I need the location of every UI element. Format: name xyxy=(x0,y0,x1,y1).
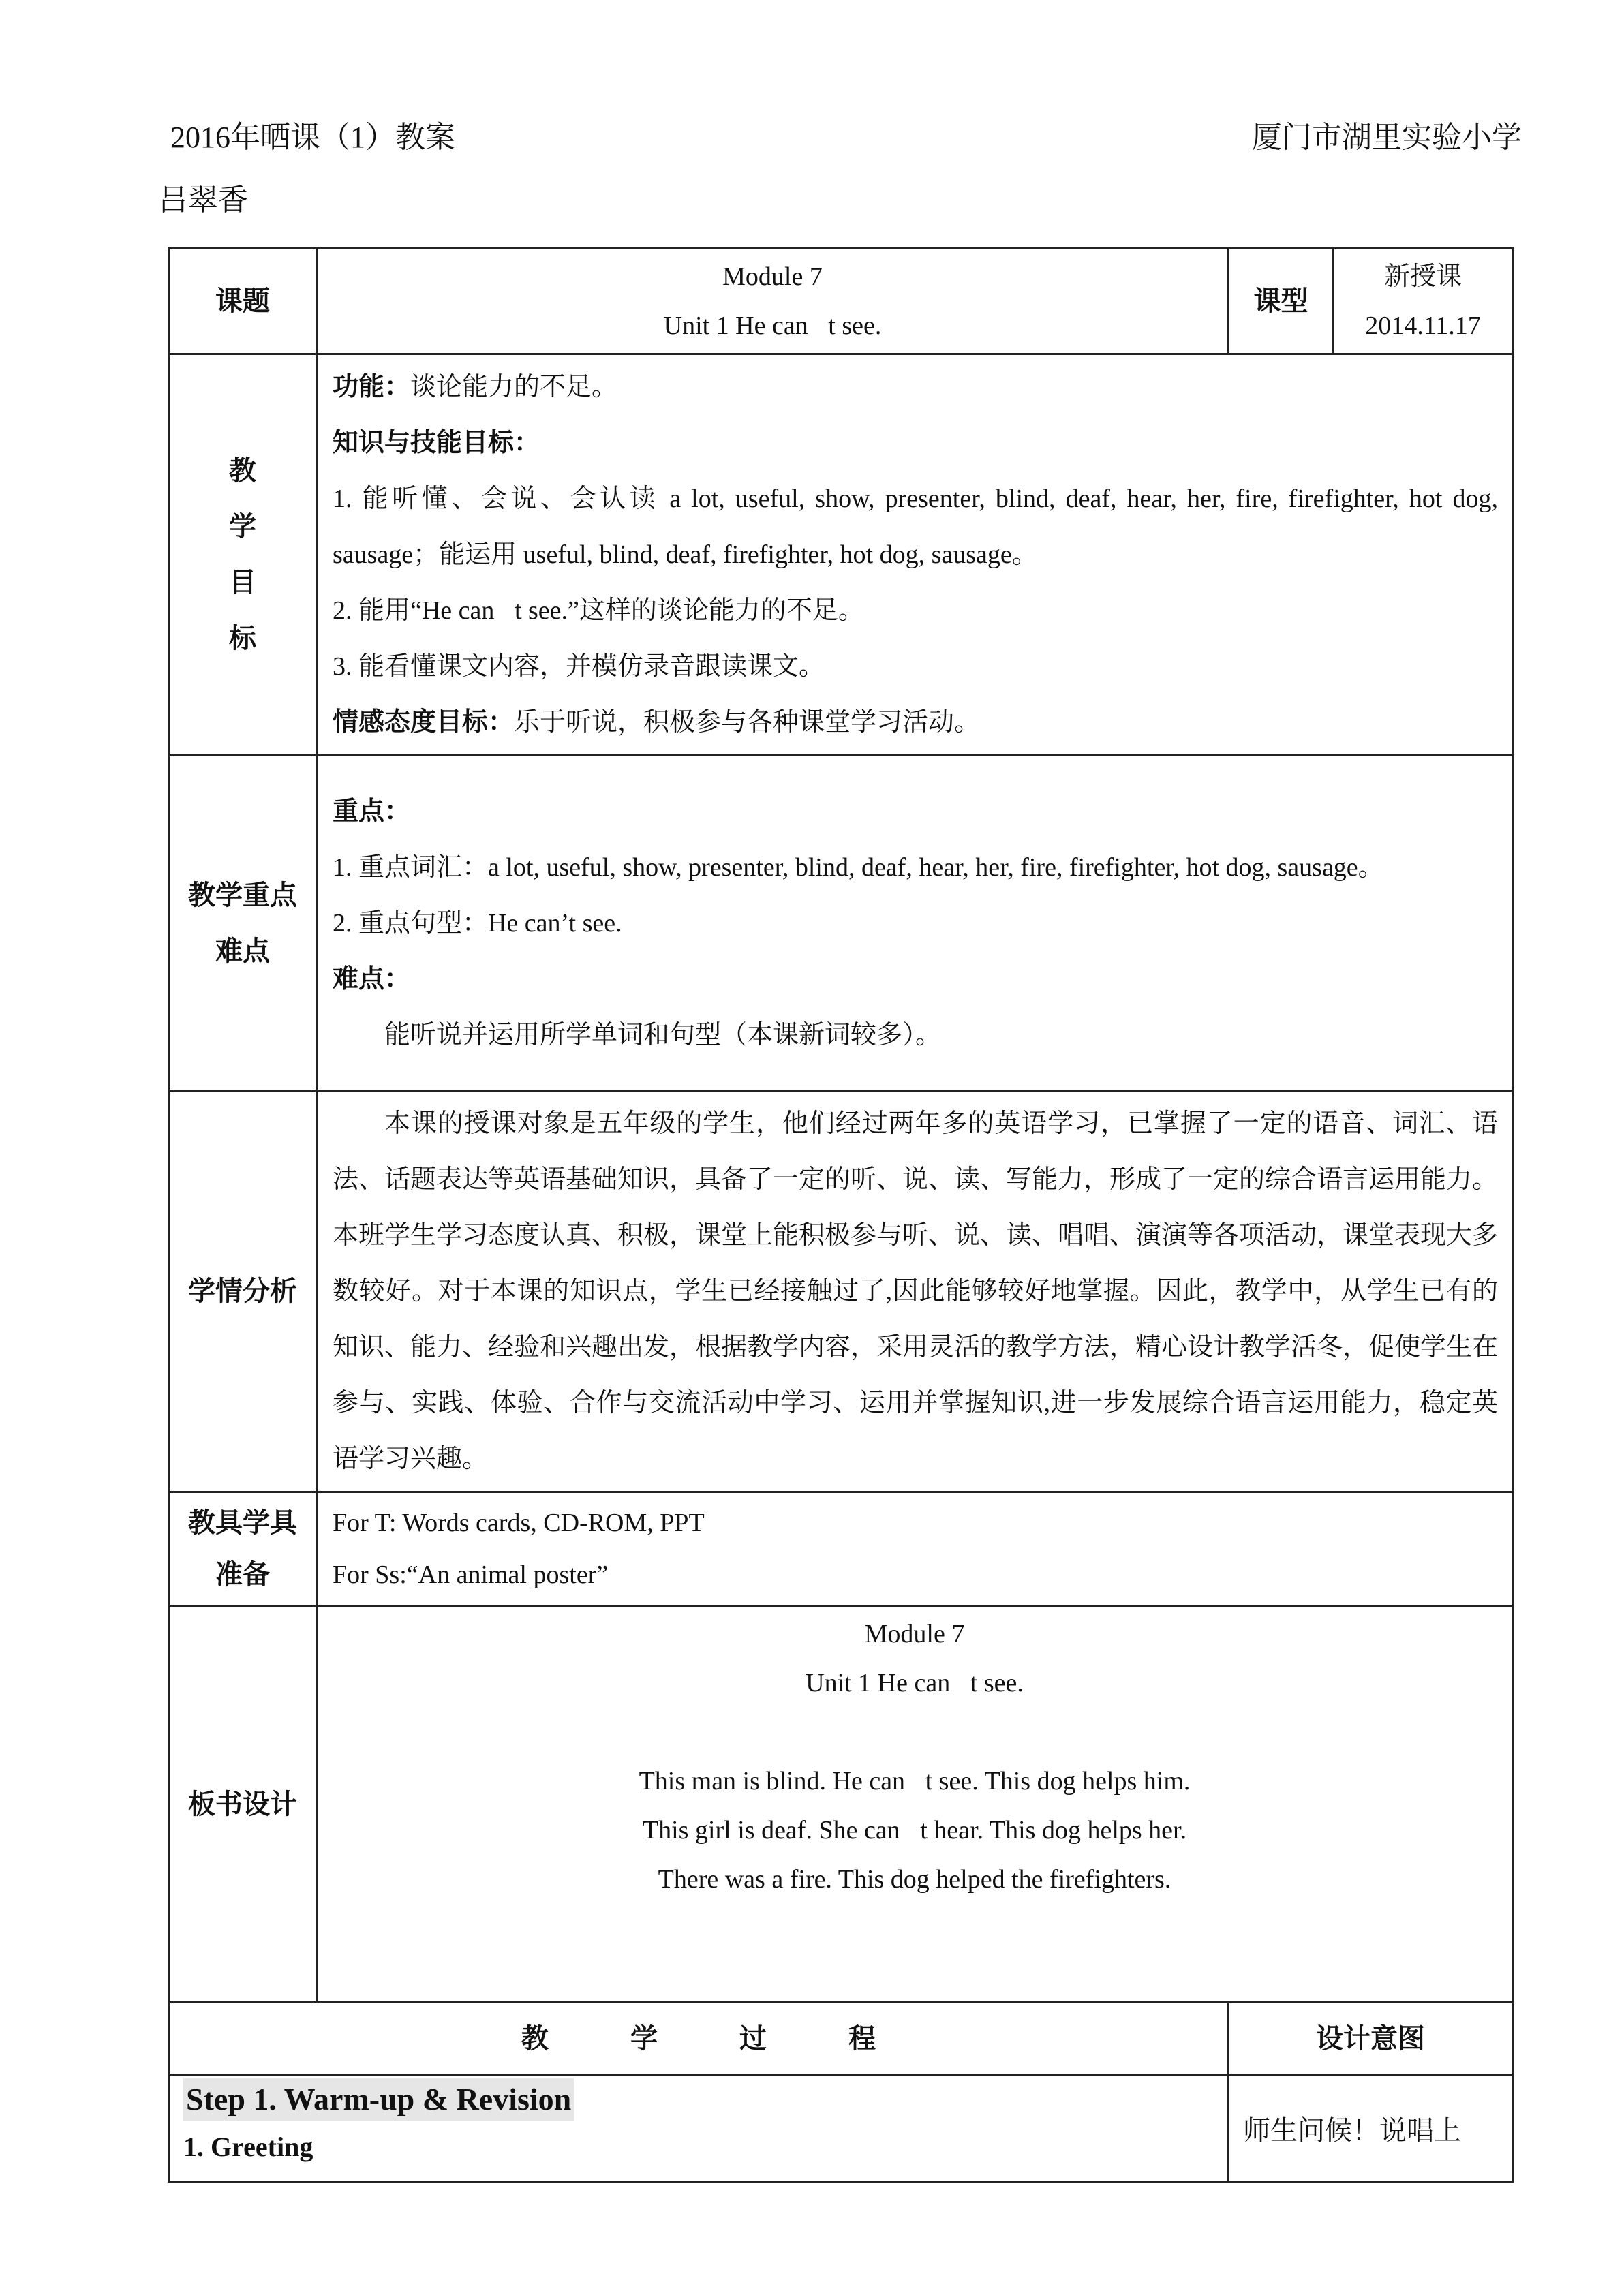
topic-label: 课题 xyxy=(169,248,317,354)
design-intent-label: 设计意图 xyxy=(1229,2003,1513,2075)
lesson-type-cell xyxy=(1334,248,1513,354)
board-content xyxy=(317,1606,1513,2003)
tools-label xyxy=(169,1492,317,1606)
step1-item-1: 1. Greeting xyxy=(183,2131,313,2162)
objective-item-2: 2. 能用“He can t see.”这样的谈论能力的不足。 xyxy=(333,596,864,625)
process-header-row xyxy=(169,2003,1513,2075)
objective-item-3: 3. 能看懂课文内容，并模仿录音跟读课文。 xyxy=(333,652,825,681)
analysis-row xyxy=(169,1091,1513,1492)
emotion-text: 乐于听说，积极参与各种课堂学习活动。 xyxy=(514,708,981,737)
key-points-label xyxy=(169,756,317,1091)
tools-content xyxy=(317,1492,1513,1606)
topic-unit: Unit 1 He can t see. xyxy=(663,311,882,340)
tools-students: For Ss:“An animal poster” xyxy=(333,1560,609,1589)
step1-row xyxy=(169,2075,1513,2182)
key-item-2: 2. 重点句型：He can’t see. xyxy=(333,908,622,938)
board-line-3: There was a fire. This dog helped the firefighters. xyxy=(658,1865,1171,1894)
key-label: 重点： xyxy=(333,797,411,826)
difficult-label: 难点： xyxy=(333,964,411,994)
function-text: 谈论能力的不足。 xyxy=(410,373,618,401)
objectives-label-char: 教 xyxy=(229,455,256,486)
lesson-date: 2014.11.17 xyxy=(1365,311,1481,340)
board-label: 板书设计 xyxy=(169,1606,317,2003)
step1-intent: 师生问候！说唱上 xyxy=(1229,2075,1513,2182)
process-title: 教 学 过 程 xyxy=(169,2003,1229,2075)
difficult-text: 能听说并运用所学单词和句型（本课新词较多）。 xyxy=(384,1020,942,1049)
tools-row xyxy=(169,1492,1513,1606)
step1-title: Step 1. Warm-up & Revision xyxy=(183,2078,574,2121)
objectives-label-char: 目 xyxy=(229,567,256,598)
key-points-row xyxy=(169,756,1513,1091)
tools-teacher: For T: Words cards, CD-ROM, PPT xyxy=(333,1509,705,1537)
objectives-label-char: 标 xyxy=(229,623,256,653)
topic-title-cell xyxy=(317,248,1229,354)
analysis-text: 本课的授课对象是五年级的学生，他们经过两年多的英语学习，已掌握了一定的语音、词汇、语法、话题表达等英语基础知识，具备了一定的听、说、读、写能力，形成了一定的综合语言运用能力。本班学生学习态度认真、积极，课堂上能积极参与听、说、读、唱唱、演演等各项活动，课堂表现大多数较好。对于本课的知识点，学生已经接触过了,因此能够较好地掌握。因此，教学中，从学生已有的知识、能力、经验和兴趣出发，根据教学内容，采用灵活的教学方法，精心设计教学活冬，促使学生在参与、实践、体验、合作与交流活动中学习、运用并掌握知识,进一步发展综合语言运用能力，稳定英语学习兴趣。 xyxy=(317,1091,1513,1492)
function-label: 功能： xyxy=(333,373,411,401)
key-points-content xyxy=(317,756,1513,1091)
objectives-content xyxy=(317,354,1513,756)
tools-label-line2: 准备 xyxy=(215,1559,270,1590)
board-line-2: This girl is deaf. She can t hear. This dog helps her. xyxy=(642,1816,1187,1845)
objective-item-1: 1. 能听懂、会说、会认读 a lot, useful, show, presenter, blind, deaf, hear, her, fire, firefighter, hot dog, sausage；能运用 useful, blind, deaf, firefighter, hot dog, sausage。 xyxy=(333,484,1498,569)
topic-module: Module 7 xyxy=(722,262,823,291)
tools-label-line1: 教具学具 xyxy=(188,1507,297,1538)
key-points-label-line2: 难点 xyxy=(215,935,270,966)
topic-row xyxy=(169,248,1513,354)
board-line-1: This man is blind. He can t see. This dog helps him. xyxy=(639,1767,1191,1796)
emotion-line xyxy=(333,694,1498,750)
doc-author: 吕翠香 xyxy=(158,183,248,217)
key-points-label-line1: 教学重点 xyxy=(188,879,297,910)
board-module: Module 7 xyxy=(864,1620,965,1648)
board-row xyxy=(169,1606,1513,2003)
knowledge-label: 知识与技能目标： xyxy=(333,429,540,457)
objectives-row xyxy=(169,354,1513,756)
analysis-label: 学情分析 xyxy=(169,1091,317,1492)
lesson-type-label: 课型 xyxy=(1229,248,1334,354)
lesson-plan-table xyxy=(168,247,1514,2183)
objectives-label-char: 学 xyxy=(229,511,256,542)
emotion-label: 情感态度目标： xyxy=(333,708,515,737)
objectives-label xyxy=(169,354,317,756)
function-line xyxy=(333,359,1498,415)
step1-content xyxy=(169,2075,1229,2182)
key-item-1: 1. 重点词汇：a lot, useful, show, presenter, blind, deaf, hear, her, fire, firefighter, hot dog, sausage。 xyxy=(333,852,1384,882)
board-unit: Unit 1 He can t see. xyxy=(806,1669,1024,1697)
doc-header-left: 2016年晒课（1）教案 xyxy=(170,121,455,154)
doc-header-right: 厦门市湖里实验小学 xyxy=(1252,121,1522,154)
lesson-type-value: 新授课 xyxy=(1383,262,1462,291)
